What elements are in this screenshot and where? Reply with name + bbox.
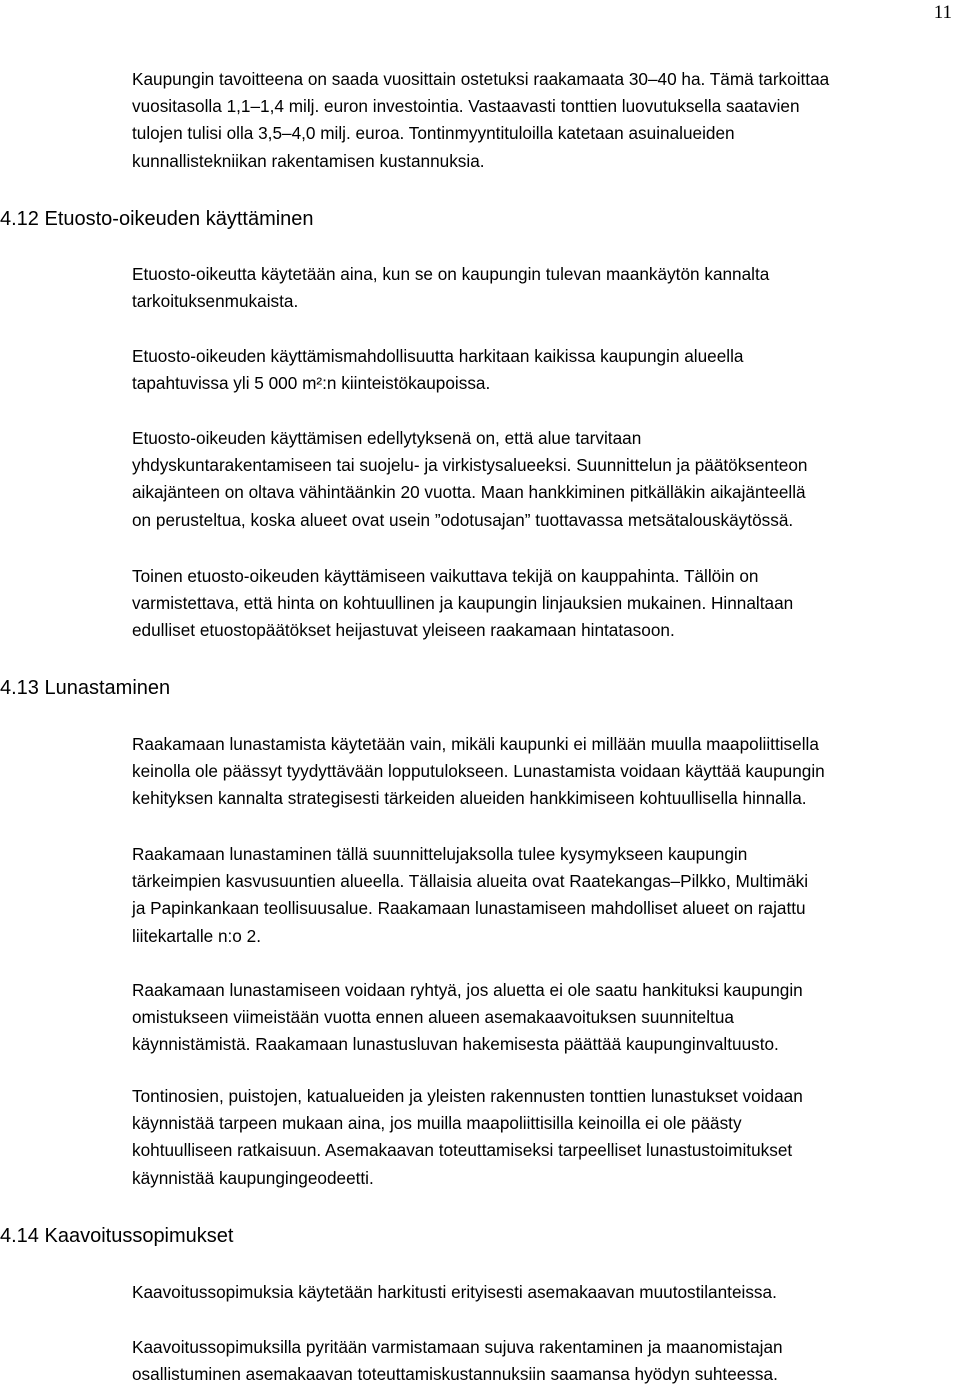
section-heading-4-14: 4.14 Kaavoitussopimukset bbox=[0, 1225, 234, 1247]
paragraph-4-12-1: Etuosto-oikeutta käytetään aina, kun se on kaupungin tulevan maankäytön kannalta tarkoituksenmukaista. bbox=[132, 264, 770, 312]
paragraph-4-14-1: Kaavoitussopimuksia käytetään harkitusti erityisesti asemakaavan muutostilanteissa. bbox=[132, 1282, 777, 1302]
paragraph-4-13-2: Raakamaan lunastaminen tällä suunnittelujaksolla tulee kysymykseen kaupungin tärkeimpien kasvusuuntien alueella. Tällaisia alueita ovat Raatekangas–Pilkko, Multimäki ja Papinkankaan teollisuusalue. Raakamaan lunastamiseen mahdolliset alueet on rajattu liitekartalle n:o 2. bbox=[132, 844, 809, 946]
paragraph-4-12-4: Toinen etuosto-oikeuden käyttämiseen vaikuttava tekijä on kauppahinta. Tällöin on varmistettava, että hinta on kohtuullinen ja kaupungin linjauksien mukainen. Hinnaltaan edulliset etuostopäätökset heijastuvat yleiseen raakamaan hintatasoon. bbox=[132, 566, 794, 641]
section-heading-4-12: 4.12 Etuosto-oikeuden käyttäminen bbox=[0, 208, 314, 230]
paragraph-4-13-3: Raakamaan lunastamiseen voidaan ryhtyä, jos aluetta ei ole saatu hankituksi kaupungin omistukseen viimeistään vuotta ennen alueen asemakaavoituksen suunniteltua käynnistämistä. Raakamaan lunastusluvan hakemisesta päättää kaupunginvaltuusto. bbox=[132, 980, 803, 1055]
section-heading-4-13: 4.13 Lunastaminen bbox=[0, 677, 171, 699]
page-number: 11 bbox=[933, 2, 952, 23]
paragraph-4-13-1: Raakamaan lunastamista käytetään vain, mikäli kaupunki ei millään muulla maapoliittisella keinolla ole päässyt tyydyttävään lopputulokseen. Lunastamista voidaan käyttää kaupungin kehityksen kannalta strategisesti tärkeiden alueiden hankkimiseen kohtuullisella hinnalla. bbox=[132, 734, 825, 809]
paragraph-4-13-4: Tontinosien, puistojen, katualueiden ja yleisten rakennusten tonttien lunastukset voidaan käynnistää tarpeen mukaan aina, jos muilla maapoliittisilla keinoilla ei ole päästy kohtuulliseen ratkaisuun. Asemakaavan toteuttamiseksi tarpeelliset lunastustoimitukset käynnistää kaupungingeodeetti. bbox=[132, 1086, 803, 1188]
intro-paragraph: Kaupungin tavoitteena on saada vuosittain ostetuksi raakamaata 30–40 ha. Tämä tarkoittaa vuositasolla 1,1–1,4 milj. euron investointia. Vastaavasti tonttien luovutuksella saatavien tulojen tulisi olla 3,5–4,0 milj. euroa. Tontinmyyntituloilla katetaan asuinalueiden kunnallistekniikan rakentamisen kustannuksia. bbox=[132, 69, 830, 171]
paragraph-4-14-2: Kaavoitussopimuksilla pyritään varmistamaan sujuva rakentaminen ja maanomistajan osallistuminen asemakaavan toteuttamiskustannuksiin saamansa hyödyn suhteessa. bbox=[132, 1337, 783, 1385]
paragraph-4-12-2: Etuosto-oikeuden käyttämismahdollisuutta harkitaan kaikissa kaupungin alueella tapahtuvissa yli 5 000 m²:n kiinteistökaupoissa. bbox=[132, 346, 744, 394]
paragraph-4-12-3: Etuosto-oikeuden käyttämisen edellytyksenä on, että alue tarvitaan yhdyskuntarakentamiseen tai suojelu- ja virkistysalueeksi. Suunnittelun ja päätöksenteon aikajänteen on oltava vähintäänkin 20 vuotta. Maan hankkiminen pitkälläkin aikajänteellä on perusteltua, koska alueet ovat usein ”odotusajan” tuottavassa metsätalouskäytössä. bbox=[132, 428, 808, 530]
